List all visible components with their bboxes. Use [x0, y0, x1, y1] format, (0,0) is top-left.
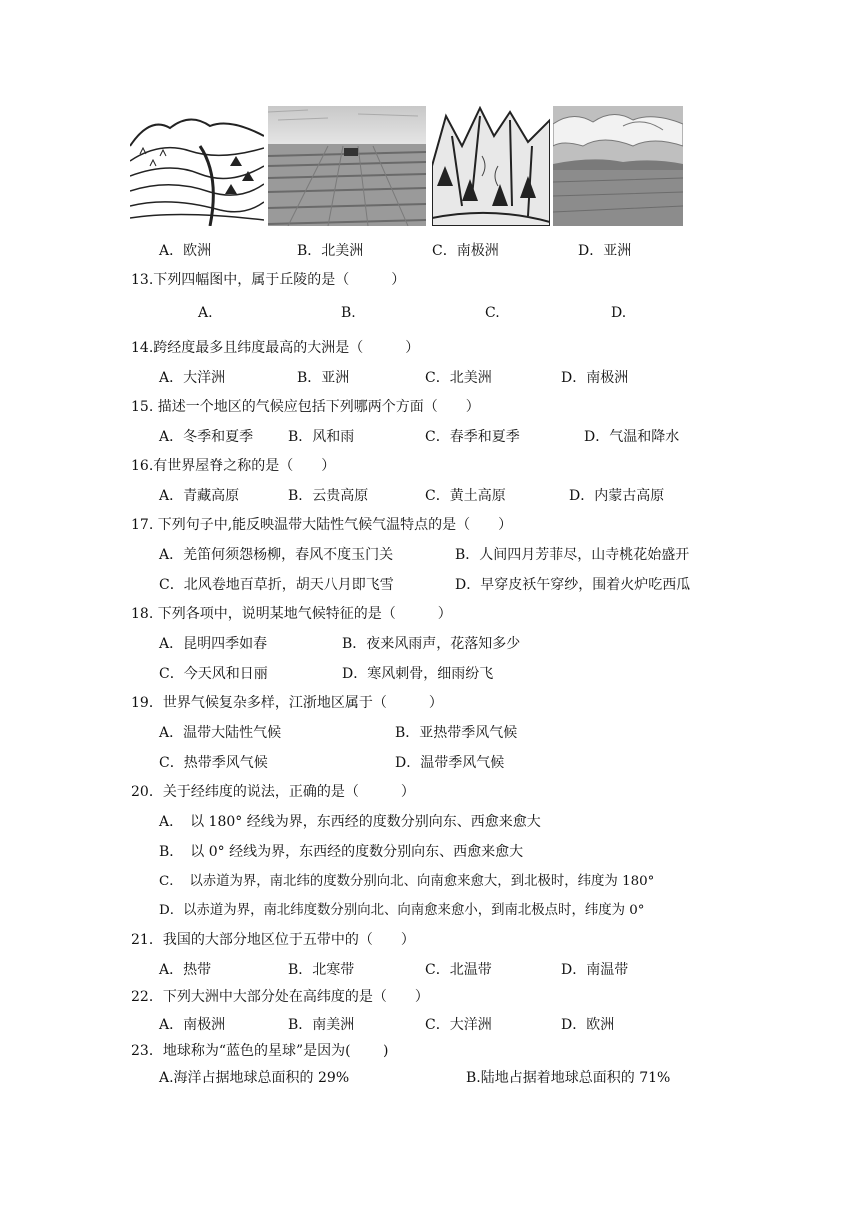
- q12-option-b: B．北美洲: [297, 243, 364, 259]
- q13-option-a: A.: [198, 305, 213, 321]
- q14-option-b: B．亚洲: [297, 370, 350, 386]
- q18-option-c: C．今天风和日丽: [159, 666, 268, 682]
- q17-option-d: D．早穿皮袄午穿纱，围着火炉吃西瓜: [455, 577, 691, 593]
- q18-stem: 18. 下列各项中，说明某地气候特征的是（ ）: [131, 606, 452, 622]
- q19-option-a: A．温带大陆性气候: [159, 725, 282, 741]
- q17-stem: 17. 下列句子中,能反映温带大陆性气候气温特点的是（ ）: [131, 517, 513, 533]
- q17-option-a: A．羌笛何须怨杨柳，春风不度玉门关: [159, 547, 394, 563]
- q12-option-a: A．欧洲: [159, 243, 212, 259]
- q23-option-b: B.陆地占据着地球总面积的 71%: [466, 1070, 671, 1086]
- landform-image-a: [130, 106, 264, 226]
- q15-stem: 15. 描述一个地区的气候应包括下列哪两个方面（ ）: [131, 399, 480, 415]
- q16-option-b: B．云贵高原: [288, 488, 369, 504]
- q16-option-a: A．青藏高原: [159, 488, 240, 504]
- q19-option-d: D．温带季风气候: [395, 755, 505, 771]
- q14-option-d: D．南极洲: [561, 370, 629, 386]
- q22-option-d: D．欧洲: [561, 1017, 615, 1033]
- q22-option-b: B．南美洲: [288, 1017, 355, 1033]
- q21-option-a: A．热带: [159, 962, 212, 978]
- q14-stem: 14.跨经度最多且纬度最高的大洲是（ ）: [131, 340, 420, 356]
- q16-option-c: C．黄土高原: [425, 488, 506, 504]
- q23-stem: 23．地球称为“蓝色的星球”是因为( ): [131, 1043, 389, 1059]
- q20-option-a: A． 以 180° 经线为界，东西经的度数分别向东、西愈来愈大: [159, 814, 541, 830]
- q13-option-d: D.: [611, 305, 627, 321]
- q16-stem: 16.有世界屋脊之称的是（ ）: [131, 458, 336, 474]
- q23-option-a: A.海洋占据地球总面积的 29%: [159, 1070, 350, 1086]
- q13-stem: 13.下列四幅图中，属于丘陵的是（ ）: [131, 272, 406, 288]
- landform-image-d: [553, 106, 683, 226]
- q20-stem: 20．关于经纬度的说法，正确的是（ ）: [131, 784, 415, 800]
- q20-option-c: C． 以赤道为界，南北纬的度数分别向北、向南愈来愈大，到北极时，纬度为 180°: [159, 874, 655, 889]
- q18-option-a: A．昆明四季如春: [159, 636, 268, 652]
- q17-option-c: C．北风卷地百草折，胡天八月即飞雪: [159, 577, 394, 593]
- q15-option-a: A．冬季和夏季: [159, 429, 254, 445]
- q14-option-a: A．大洋洲: [159, 370, 226, 386]
- q22-option-c: C．大洋洲: [425, 1017, 492, 1033]
- q12-option-d: D．亚洲: [578, 243, 632, 259]
- q21-option-d: D．南温带: [561, 962, 629, 978]
- q19-stem: 19．世界气候复杂多样，江浙地区属于（ ）: [131, 695, 443, 711]
- q18-option-b: B．夜来风雨声，花落知多少: [342, 636, 521, 652]
- landform-image-c: [432, 106, 550, 226]
- q13-option-b: B.: [341, 305, 356, 321]
- q21-option-c: C．北温带: [425, 962, 492, 978]
- q19-option-c: C．热带季风气候: [159, 755, 268, 771]
- q21-option-b: B．北寒带: [288, 962, 355, 978]
- q19-option-b: B．亚热带季风气候: [395, 725, 518, 741]
- q15-option-c: C．春季和夏季: [425, 429, 520, 445]
- q15-option-d: D．气温和降水: [584, 429, 680, 445]
- q16-option-d: D．内蒙古高原: [569, 488, 665, 504]
- q13-option-c: C.: [485, 305, 500, 321]
- q20-option-d: D．以赤道为界，南北纬度数分别向北、向南愈来愈小，到南北极点时，纬度为 0°: [159, 903, 645, 918]
- q12-option-c: C．南极洲: [432, 243, 499, 259]
- q17-option-b: B．人间四月芳菲尽，山寺桃花始盛开: [455, 547, 690, 563]
- q14-option-c: C．北美洲: [425, 370, 492, 386]
- q21-stem: 21．我国的大部分地区位于五带中的（ ）: [131, 932, 415, 948]
- q15-option-b: B．风和雨: [288, 429, 355, 445]
- q20-option-b: B． 以 0° 经线为界，东西经的度数分别向东、西愈来愈大: [159, 844, 524, 860]
- q22-stem: 22．下列大洲中大部分处在高纬度的是（ ）: [131, 989, 429, 1005]
- q22-option-a: A．南极洲: [159, 1017, 226, 1033]
- landform-image-b: [268, 106, 426, 226]
- q18-option-d: D．寒风刺骨，细雨纷飞: [342, 666, 494, 682]
